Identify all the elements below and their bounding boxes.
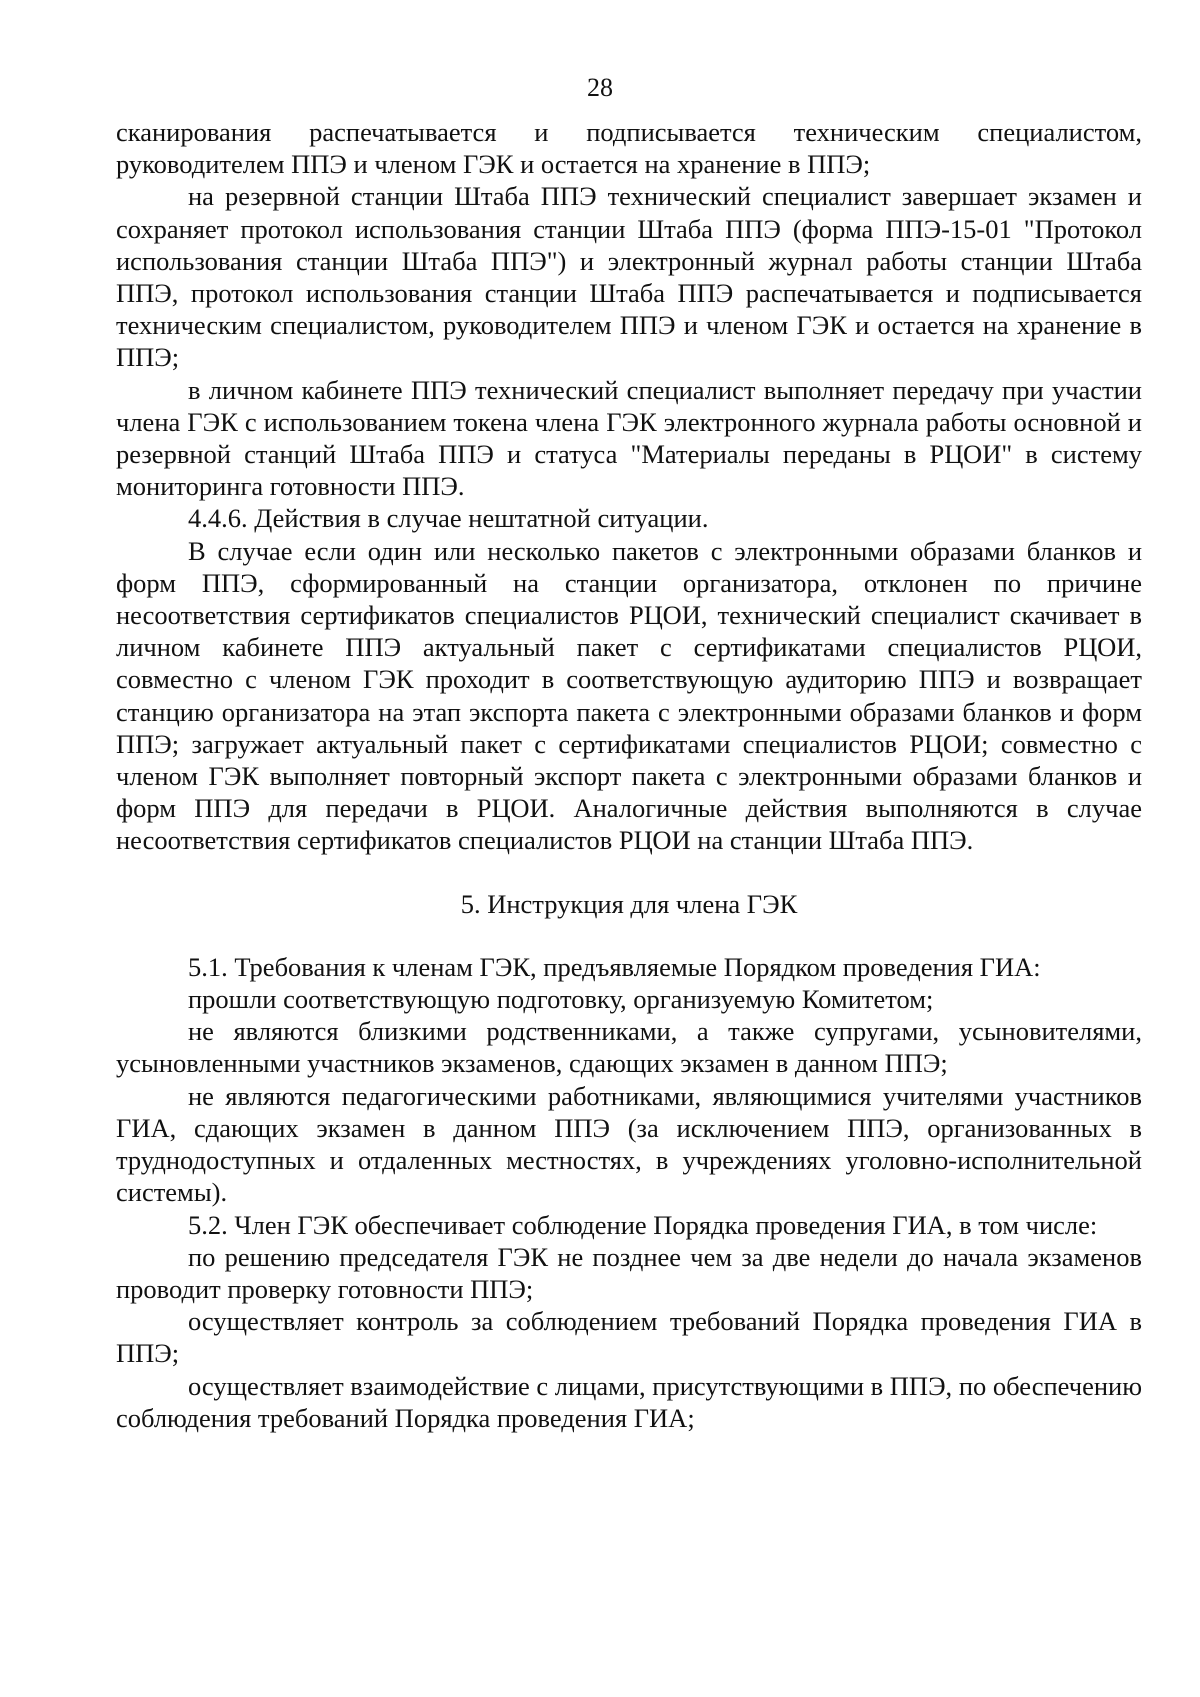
paragraph-trained: прошли соответствующую подготовку, организуемую Комитетом; [188, 984, 934, 1015]
document-body [116, 116, 1142, 1434]
subsection-heading-4-4-6: 4.4.6. Действия в случае нештатной ситуации. [188, 503, 709, 534]
section-heading: 5. Инструкция для члена ГЭК [460, 888, 798, 919]
paragraph-not-teachers: не являются педагогическими работниками, являющимися учителями участников ГИА, сдающих экзамен в данном ППЭ (за исключением ППЭ, организованных в труднодоступных и отдаленных местностях, в учреждениях уголовно-исполнительной системы). [116, 1080, 1142, 1208]
paragraph-interaction: осуществляет взаимодействие с лицами, присутствующими в ППЭ, по обеспечению соблюдения требований Порядка проведения ГИА; [116, 1370, 1142, 1433]
paragraph-not-relatives: не являются близкими родственниками, а также супругами, усыновителями, усыновленными участников экзаменов, сдающих экзамен в данном ППЭ; [116, 1016, 1142, 1079]
paragraph-control: осуществляет контроль за соблюдением требований Порядка проведения ГИА в ППЭ; [116, 1306, 1142, 1369]
paragraph-continuation: сканирования распечатывается и подписывается техническим специалистом, руководителем ППЭ и членом ГЭК и остается на хранение в ППЭ; [116, 117, 1142, 180]
page-number: 28 [587, 73, 613, 102]
paragraph-5-2: 5.2. Член ГЭК обеспечивает соблюдение Порядка проведения ГИА, в том числе: [188, 1209, 1098, 1240]
paragraph-emergency-actions: В случае если один или несколько пакетов с электронными образами бланков и форм ППЭ, сформированный на станции организатора, отклонен по причине несоответствия сертификатов специалистов РЦОИ, технический специалист скачивает в личном кабинете ППЭ актуальный пакет с сертификатами специалистов РЦОИ, совместно с членом ГЭК проходит в соответствующую аудиторию ППЭ и возвращает станцию организатора на этап экспорта пакета с электронными образами бланков и форм ППЭ; загружает актуальный пакет с сертификатами специалистов РЦОИ; совместно с членом ГЭК выполняет повторный экспорт пакета с электронными образами бланков и форм ППЭ для передачи в РЦОИ. Аналогичные действия выполняются в случае несоответствия сертификатов специалистов РЦОИ на станции Штаба ППЭ. [116, 535, 1142, 856]
paragraph-personal-cabinet: в личном кабинете ППЭ технический специалист выполняет передачу при участии члена ГЭК с использованием токена члена ГЭК электронного журнала работы основной и резервной станций Штаба ППЭ и статуса "Материалы переданы в РЦОИ" в систему мониторинга готовности ППЭ. [116, 374, 1142, 502]
paragraph-5-1: 5.1. Требования к членам ГЭК, предъявляемые Порядком проведения ГИА: [188, 951, 1041, 982]
paragraph-reserve-station: на резервной станции Штаба ППЭ технический специалист завершает экзамен и сохраняет протокол использования станции Штаба ППЭ (форма ППЭ-15-01 "Протокол использования станции Штаба ППЭ") и электронный журнал работы станции Штаба ППЭ, протокол использования станции Штаба ППЭ распечатывается и подписывается техническим специалистом, руководителем ППЭ и членом ГЭК и остается на хранение в ППЭ; [116, 181, 1142, 373]
paragraph-readiness-check: по решению председателя ГЭК не позднее чем за две недели до начала экзаменов проводит проверку готовности ППЭ; [116, 1241, 1142, 1304]
